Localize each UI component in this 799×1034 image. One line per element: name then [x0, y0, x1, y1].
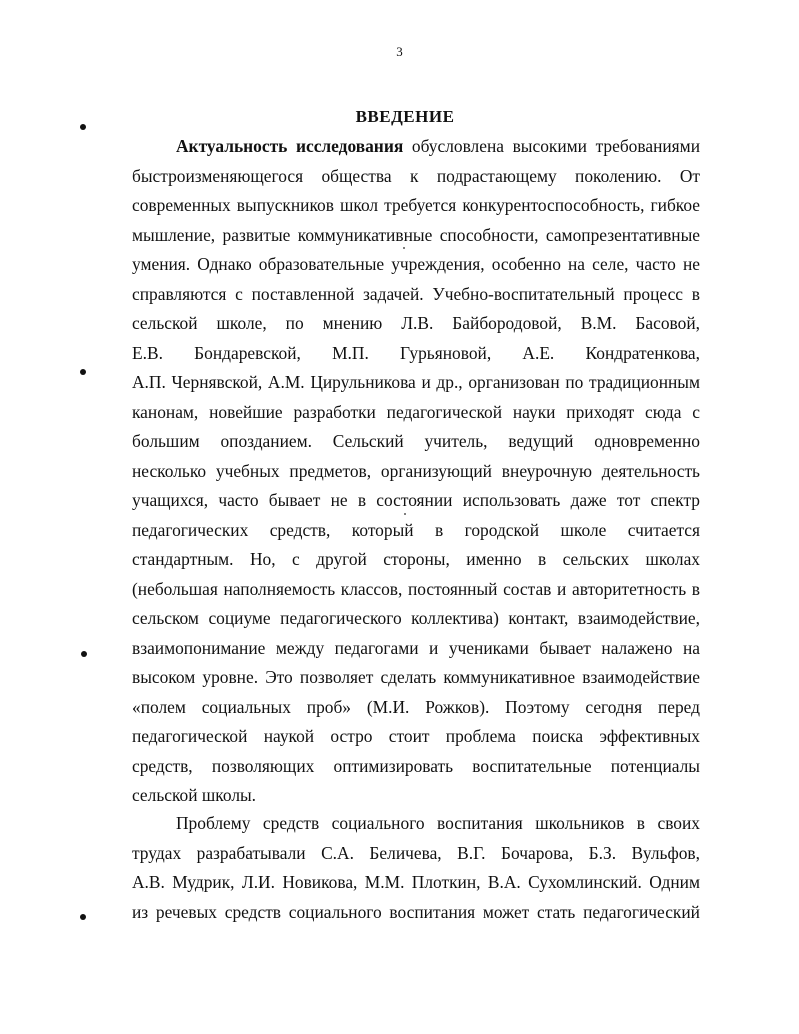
text-line: канонам, новейшие разработки педагогической науки приходят сюда с	[132, 401, 700, 422]
scan-speck	[403, 247, 405, 249]
text-line: трудах разрабатывали С.А. Беличева, В.Г. Бочарова, Б.З. Вульфов,	[132, 842, 700, 863]
text-line: сельской школы.	[132, 785, 257, 805]
text-line: «полем социальных проб» (М.И. Рожков). Поэтому сегодня перед	[132, 696, 700, 717]
text-line: взаимопонимание между педагогами и учениками бывает налажено на	[132, 637, 700, 658]
scan-mark	[80, 369, 86, 375]
text-line: Е.В. Бондаревской, М.П. Гурьяновой, А.Е. Кондратенкова,	[132, 342, 700, 363]
paragraph-2	[132, 809, 700, 927]
page-number: 3	[396, 44, 403, 59]
text-line: Актуальность исследования обусловлена высокими требованиями	[176, 136, 700, 156]
text-line: несколько учебных предметов, организующий внеурочную деятельность	[132, 460, 700, 481]
text-line: справляются с поставленной задачей. Учебно-воспитательный процесс в	[132, 283, 700, 304]
text-line: мышление, развитые коммуникативные способности, самопрезентативные	[132, 224, 700, 245]
text-line: из речевых средств социального воспитания может стать педагогический	[132, 901, 700, 922]
text-line: сельском социуме педагогического коллектива) контакт, взаимодействие,	[132, 608, 700, 628]
text-line: Проблему средств социального воспитания школьников в своих	[176, 813, 700, 833]
page-title: ВВЕДЕНИЕ	[355, 107, 455, 126]
scan-mark	[80, 914, 86, 920]
scan-mark	[81, 651, 87, 657]
text-line: современных выпускников школ требуется конкурентоспособность, гибкое	[132, 195, 700, 215]
text-line: высоком уровне. Это позволяет сделать коммуникативное взаимодействие	[132, 667, 700, 687]
text-line: учащихся, часто бывает не в состоянии использовать даже тот спектр	[132, 490, 700, 510]
text-line: А.В. Мудрик, Л.И. Новикова, М.М. Плоткин, В.А. Сухомлинский. Одним	[132, 872, 700, 892]
text-line: умения. Однако образовательные учреждения, особенно на селе, часто не	[132, 254, 700, 274]
scan-mark	[80, 124, 86, 130]
text-line: сельской школе, по мнению Л.В. Байбородовой, В.М. Басовой,	[132, 313, 700, 333]
paragraph-1	[132, 132, 700, 811]
text-line: быстроизменяющегося общества к подрастающему поколению. От	[132, 165, 700, 186]
text-line: педагогической наукой остро стоит проблема поиска эффективных	[132, 726, 700, 746]
text-line: стандартным. Но, с другой стороны, именно в сельских школах	[132, 549, 700, 569]
text-line: большим опозданием. Сельский учитель, ведущий одновременно	[132, 431, 700, 451]
text-line: средств, позволяющих оптимизировать воспитательные потенциалы	[132, 755, 700, 776]
scan-speck	[404, 513, 406, 515]
lead-term: Актуальность исследования	[176, 136, 404, 156]
text-line: педагогических средств, который в городской школе считается	[132, 519, 700, 540]
text-line: А.П. Чернявской, А.М. Цирульникова и др., организован по традиционным	[132, 372, 700, 392]
text-line: (небольшая наполняемость классов, постоянный состав и авторитетность в	[132, 578, 700, 599]
